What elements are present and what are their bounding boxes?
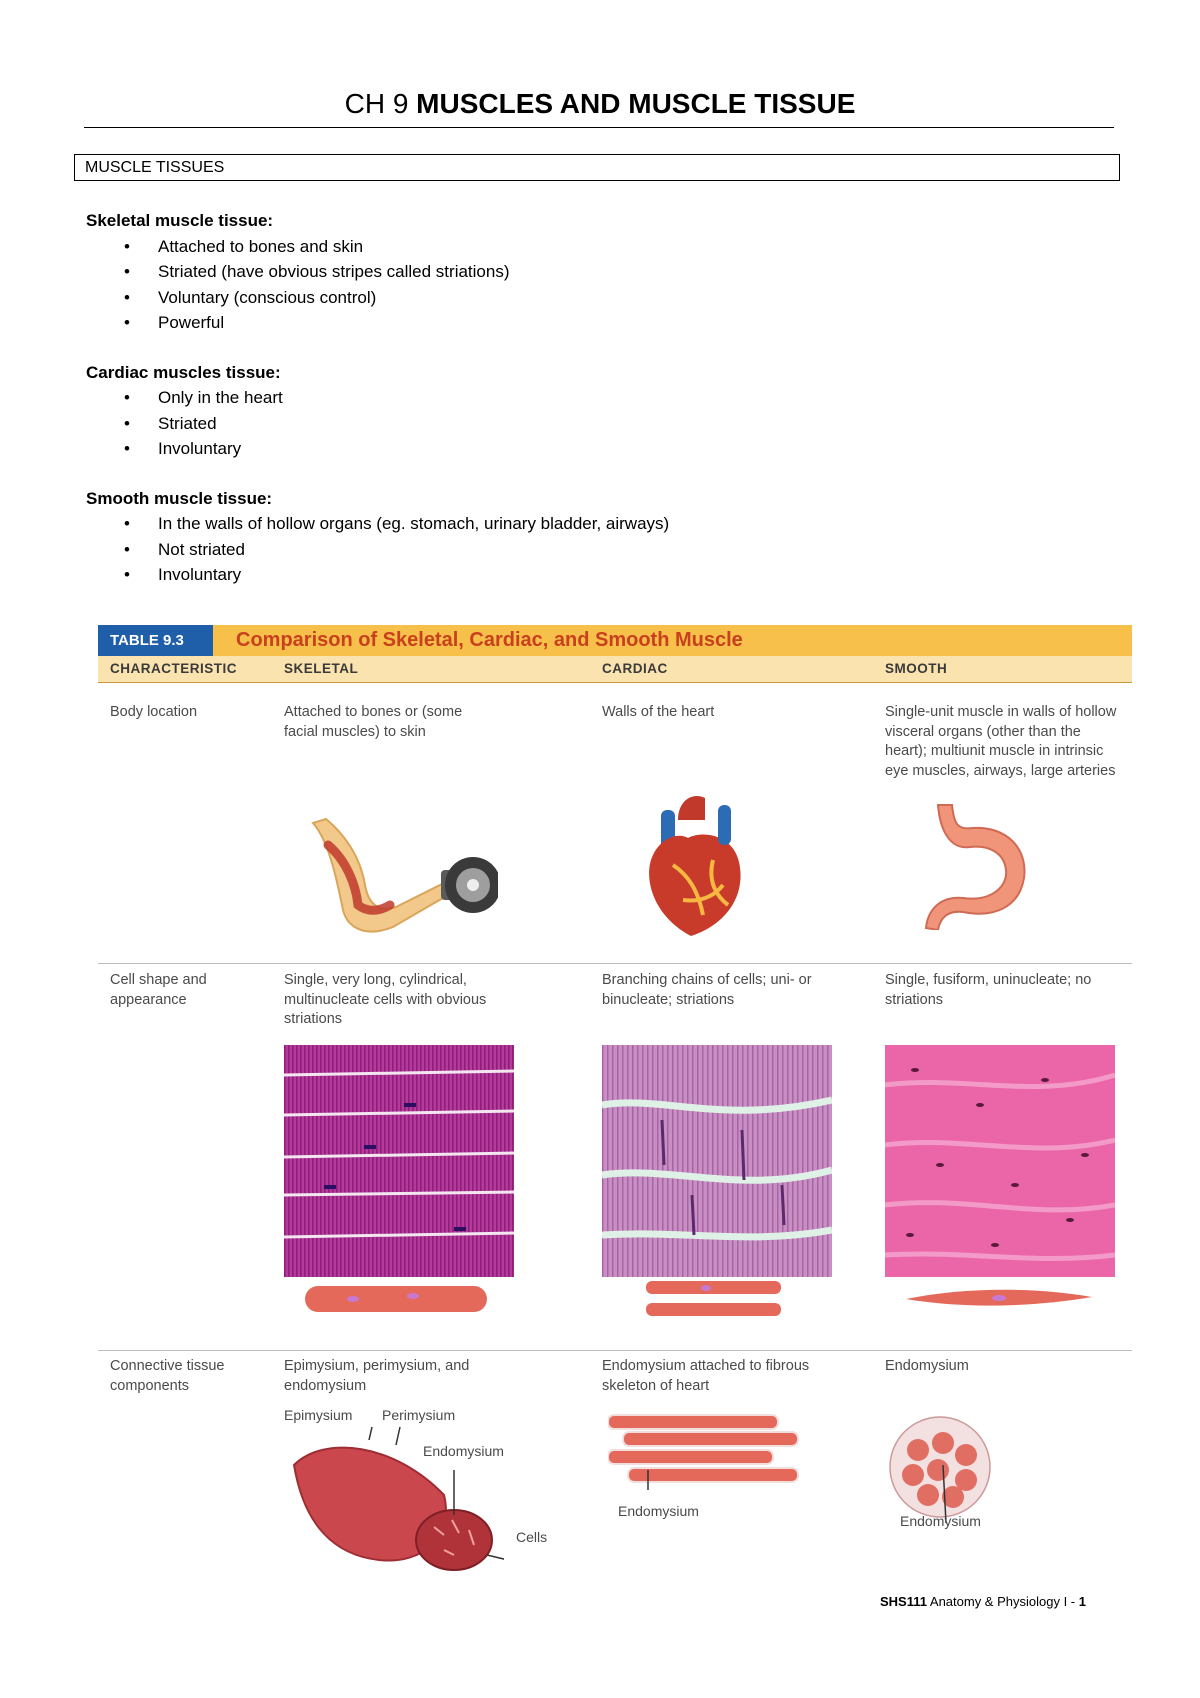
notes-heading: Cardiac muscles tissue:	[86, 362, 281, 382]
column-header: CHARACTERISTIC	[110, 661, 237, 676]
table-cell: Attached to bones or (some facial muscles) to skin	[284, 704, 463, 740]
list-item: • Striated	[86, 411, 669, 437]
label-endomysium-skeletal: Endomysium	[423, 1443, 504, 1459]
section-heading: MUSCLE TISSUES	[74, 154, 1120, 181]
cardiac-connective-illustration	[608, 1410, 808, 1490]
skeletal-cell-illustration	[303, 1280, 493, 1318]
table-cell: Endomysium	[885, 1358, 969, 1374]
skeletal-micrograph	[284, 1045, 514, 1277]
notes-list	[86, 208, 669, 612]
heart-illustration	[643, 790, 753, 940]
comparison-table	[98, 625, 1132, 1545]
arm-biceps-illustration	[298, 815, 498, 945]
column-header: SMOOTH	[885, 661, 948, 676]
cardiac-micrograph	[602, 1045, 832, 1277]
table-cell: Single, fusiform, uninucleate; no striations	[885, 972, 1092, 1008]
cardiac-cell-illustration	[646, 1277, 786, 1321]
list-item: • Involuntary	[86, 436, 669, 462]
notes-heading: Smooth muscle tissue:	[86, 488, 273, 508]
page-title: CH 9 MUSCLES AND MUSCLE TISSUE	[344, 88, 856, 119]
smooth-cell-illustration	[904, 1285, 1094, 1311]
column-header: SKELETAL	[284, 661, 359, 676]
list-item: • Striated (have obvious stripes called striations)	[86, 259, 669, 285]
table-cell: Endomysium attached to fibrous skeleton of heart	[602, 1358, 810, 1394]
table-column-headers	[98, 656, 1132, 683]
list-item: • In the walls of hollow organs (eg. stomach, urinary bladder, airways)	[86, 511, 669, 537]
list-item: • Powerful	[86, 310, 669, 336]
row-divider	[98, 1350, 1132, 1351]
list-item: • Involuntary	[86, 562, 669, 588]
page-footer: SHS111 Anatomy & Physiology I - 1	[880, 1594, 1086, 1609]
skeletal-connective-illustration	[284, 1415, 504, 1580]
smooth-connective-illustration	[888, 1415, 998, 1525]
table-cell: Single-unit muscle in walls of hollow visceral organs (other than the heart); multiunit muscle in intrinsic eye muscles, airways, large arteries	[885, 704, 1117, 779]
stomach-illustration	[918, 800, 1038, 930]
table-cell: Walls of the heart	[602, 704, 715, 720]
table-cell: Epimysium, perimysium, and endomysium	[284, 1358, 470, 1394]
column-header: CARDIAC	[602, 661, 668, 676]
table-header-bar	[98, 625, 1132, 656]
table-cell: Body location	[110, 704, 198, 720]
row-divider	[98, 963, 1132, 964]
table-cell: Connective tissue components	[110, 1358, 225, 1394]
label-epimysium: Epimysium	[284, 1407, 353, 1423]
table-cell: Branching chains of cells; uni- or binucleate; striations	[602, 972, 812, 1008]
list-item: • Voluntary (conscious control)	[86, 285, 669, 311]
title-divider	[84, 127, 1114, 128]
label-perimysium: Perimysium	[382, 1407, 456, 1423]
notes-heading: Skeletal muscle tissue:	[86, 211, 274, 230]
list-item: • Attached to bones and skin	[86, 234, 669, 260]
list-item: • Not striated	[86, 537, 669, 563]
table-tag: TABLE 9.3	[98, 625, 213, 656]
label-cells: Cells	[516, 1529, 548, 1545]
label-endomysium-cardiac: Endomysium	[618, 1503, 699, 1519]
list-item: • Only in the heart	[86, 385, 669, 411]
smooth-micrograph	[885, 1045, 1115, 1277]
label-endomysium-smooth: Endomysium	[900, 1513, 981, 1529]
table-cell: Single, very long, cylindrical, multinucleate cells with obvious striations	[284, 972, 487, 1027]
table-title: Comparison of Skeletal, Cardiac, and Smooth Muscle	[236, 629, 743, 651]
table-cell: Cell shape and appearance	[110, 972, 207, 1008]
